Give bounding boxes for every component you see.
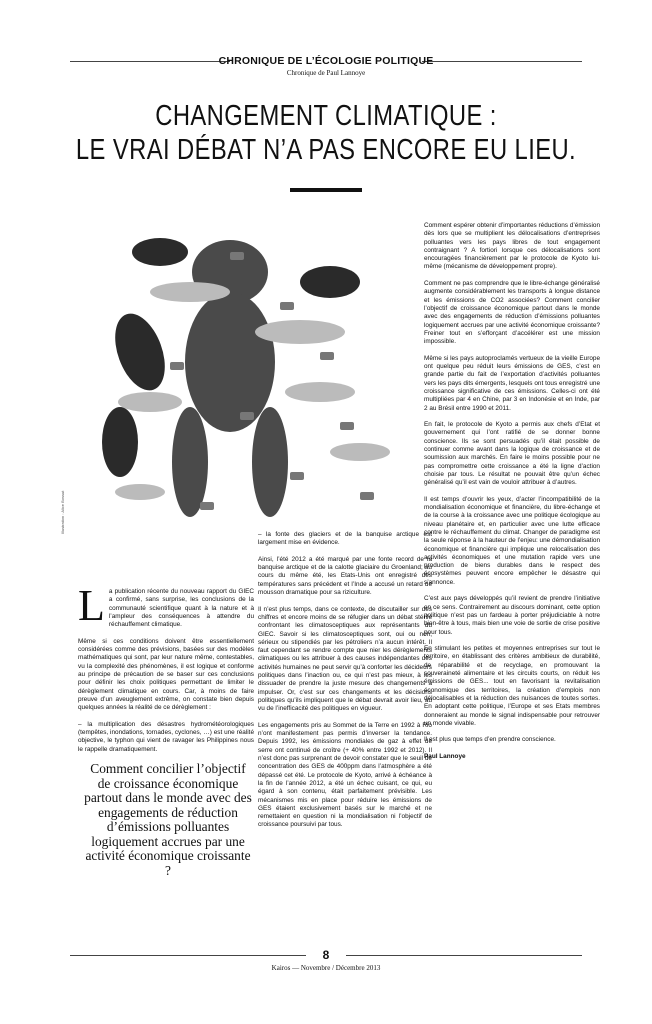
paragraph: Il est plus que temps d’en prendre conscience. — [424, 736, 556, 744]
paragraph: Même si ces conditions doivent être essentiellement considérées comme des prévisions, basées sur des modèles mathématiques qui sont, par leur nature même, contestables, vu la complexité des phénomènes, il est logique et conforme au principe de précaution de se baser sur ces conclusions pour définir les choix politiques permettant de limiter le dérèglement climatique en cours. Car, à moins de faire preuve d’un aveuglement extrême, on constate bien depuis quelques années la réalité de ce dérèglement : — [78, 637, 254, 712]
paragraph: Comment ne pas comprendre que le libre-échange généralisé augmente considérablement les transports à longue distance et les émissions de CO2 associées? Comment concilier l’objectif de croissance économique partout dans le monde avec des engagements de réduction d’émissions polluantes logiquement accrues par une activité économique croissante? Freiner tout en s’efforçant d’accélérer est une mission impossible. — [424, 280, 600, 346]
paragraph: a publication récente du nouveau rapport du GIEC a confirmé, sans surprise, les conclusions de la communauté scientifique quant à la nature et à l’ampleur des conséquences à attendre du réchauffement climatique. — [108, 588, 254, 629]
footer-issue: Kairos — Novembre / Décembre 2013 — [271, 964, 381, 972]
paragraph: Il n’est plus temps, dans ce contexte, de discutailler sur des chiffres et encore moins de se réfugier dans un débat stérile confrontant les climatosceptiques aux représentants du GIEC. Savoir si les climatosceptiques sont, oui ou non, sérieux ou stipendiés par les pétroliers n’a aucun intérêt. Il faut cependant se rendre compte que nier les dérèglements climatiques ou les attribuer à des causes indépendantes des activités humaines ne peut servir qu’à conforter les décideurs politiques dans l’inaction ou, ce qui n’est pas mieux, à les dissuader de prendre la juste mesure des changements à impulser. Or, c’est sur ces changements et les décisions politiques qu’ils impliquent que le débat devrait avoir lieu, au vu de l’inefficacité des politiques en vigueur. — [258, 605, 432, 713]
paragraph: Même si les pays autoproclamés vertueux de la vieille Europe ont quelque peu réduit leurs émissions de GES, c’est en grande partie du fait de l’exportation d’activités polluantes vers les pays dits émergents, lesquels ont tous enregistré une croissance significative de ces émissions. Celles-ci ont été multipliées par 4 en Chine, par 3 en Indonésie et en Inde, par 2 au Brésil entre 1990 et 2011. — [424, 354, 600, 412]
article-column-2 — [258, 531, 432, 838]
paragraph: En fait, le protocole de Kyoto a permis aux chefs d’Etat et gouvernement qui l’ont ratifié de se donner bonne conscience. Ils se sont persuadés qu’il était possible de continuer comme avant dans la logique de croissance et de soumission aux marchés. En faire le moins possible pour ne pas compromettre cette croissance a été la ligne d’action choisie par tous. Le résultat ne pouvait être qu’un échec généralisé qu’il est vain de vouloir attribuer à d’autres. — [424, 421, 600, 487]
paragraph: – la multiplication des désastres hydrométéorologiques (tempêtes, inondations, tornades, cyclones, …) est une réalité objective, le typhon qui vient de ravager les Philippines nous le rappelle dramatiquement. — [78, 720, 254, 753]
paragraph: En stimulant les petites et moyennes entreprises sur tout le territoire, en établissant des critères ambitieux de durabilité, de réparabilité et de recyclage, en promouvant la souveraineté alimentaire et les circuits courts, on réduit les émissions de GES... tout en favorisant la revitalisation économique des territoires, la création d’emplois non délocalisables et la réduction des nuisances de toutes sortes. En adoptant cette politique, l’Europe et ses Etats membres donneraient au monde le signal indispensable pour retrouver un monde vivable. — [424, 645, 600, 727]
paragraph: Les engagements pris au Sommet de la Terre en 1992 à Rio n’ont manifestement pas permis d’inverser la tendance. Depuis 1992, les émissions mondiales de gaz à effet de serre ont continué de croître (+ 40% entre 1992 et 2012). Il n’est donc pas surprenant de devoir constater que le seuil de concentration des GES de 400ppm dans l’atmosphère a été dépassé cet été. Le protocole de Kyoto, arrivé à échéance à la fin de l’année 2012, a été un échec cuisant, ce qui, eu égard à son contenu, était parfaitement prévisible. Les mécanismes mis en place pour réduire les émissions de GES étaient exclusivement basés sur le marché et ne remettaient en question ni la mondialisation ni l’objectif de croissance poursuivi par tous. — [258, 721, 432, 829]
illustration-credit: Illustration : Alice Bossut — [60, 490, 65, 534]
drop-cap: L — [78, 581, 105, 630]
paragraph: C’est aux pays développés qu’il revient de prendre l’initiative en ce sens. Contrairement au discours dominant, cette option politique n’est pas un fardeau à porter préjudiciable à notre bien-être à tous, mais bien une voie de sortie de crise positive pour tous. — [424, 595, 600, 636]
monkey-with-cars-illustration — [80, 212, 410, 518]
page-number: 8 — [322, 948, 330, 962]
paragraph: – la fonte des glaciers et de la banquise arctique est largement mise en évidence. — [258, 531, 432, 547]
headline-line-2: LE VRAI DÉBAT N’A PAS ENCORE EU LIEU. — [75, 134, 577, 166]
headline-underline — [290, 188, 362, 192]
section-subtitle: Chronique de Paul Lannoye — [286, 69, 366, 77]
paragraph: Ainsi, l’été 2012 a été marqué par une fonte record de la banquise arctique et de la calotte glaciaire du Groenland; au cours du même été, les Etats-Unis ont enregistré des températures sans précédent et l’Inde a accusé un retard de mousson dramatique pour sa riziculture. — [258, 555, 432, 597]
author-signature: Paul Lannoye — [424, 753, 466, 760]
headline-line-1: CHANGEMENT CLIMATIQUE : — [155, 100, 497, 132]
article-column-1 — [78, 581, 254, 762]
article-column-3 — [424, 222, 600, 770]
pull-quote: Comment concilier l’objectif de croissance économique partout dans le monde avec des engagements de réduction d’émissions polluantes logiquement accrues par une activité économique croissante ? — [84, 761, 252, 878]
paragraph: Comment espérer obtenir d’importantes réductions d’émission dès lors que se multiplient les délocalisations d’entreprises polluantes vers les pays libres de tout engagement contraignant ? A fortiori lorsque ces délocalisations sont encouragées financièrement par le protocole de Kyoto lui-même (mécanisme de développement propre). — [424, 222, 600, 271]
paragraph: Il est temps d’ouvrir les yeux, d’acter l’incompatibilité de la mondialisation économique et financière, du libre-échange et de la course à la croissance avec une politique écologique au niveau planétaire et, en particulier avec une lutte efficace contre le réchauffement du climat. Changer de paradigme est la seule réponse à la hauteur de l’enjeu: une démondialisation économique et financière qui implique une relocalisation des activités économiques et une mutation rapide vers une production de biens durables dans le respect des écosystèmes peuvent encore empêcher le désastre qui s’annonce. — [424, 495, 600, 586]
section-title: CHRONIQUE DE L’ÉCOLOGIE POLITIQUE — [218, 55, 434, 67]
